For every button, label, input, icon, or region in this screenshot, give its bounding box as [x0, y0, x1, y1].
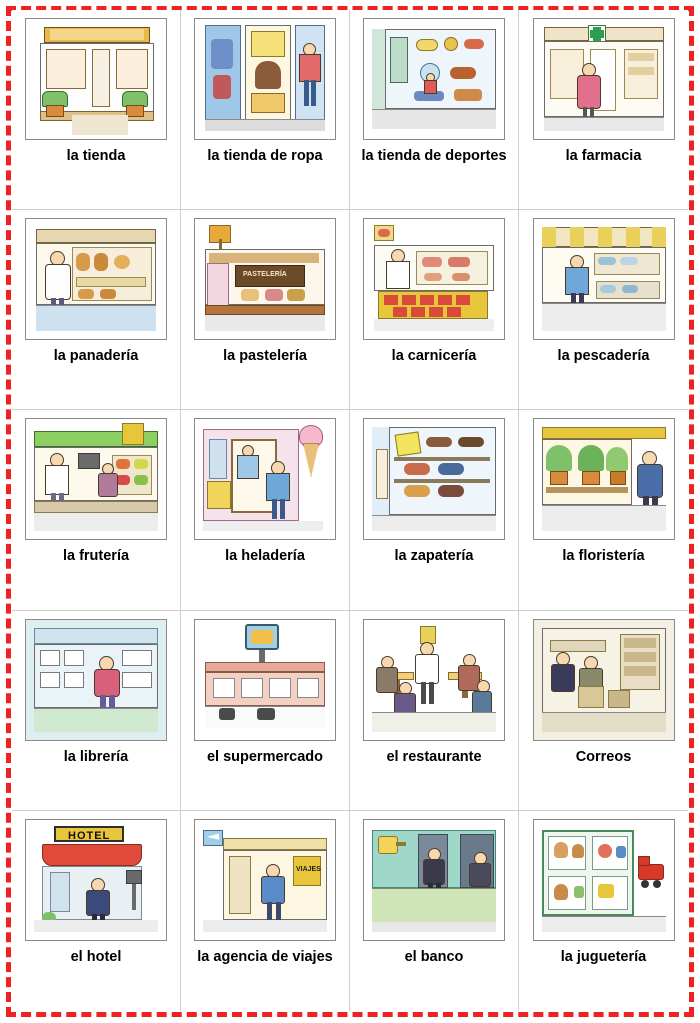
card-label: la heladería [225, 548, 305, 565]
illustration-la-floristeria [533, 418, 675, 540]
hotel-sign-text: HOTEL [68, 829, 111, 842]
vocab-card[interactable] [12, 811, 181, 1011]
vocab-card[interactable] [350, 410, 519, 610]
card-label: la tienda de deportes [361, 148, 507, 164]
vocabulary-card-grid [12, 10, 688, 1011]
illustration-la-zapateria [363, 418, 505, 540]
vocab-card[interactable] [181, 811, 350, 1011]
illustration-la-pescaderia [533, 218, 675, 340]
illustration-el-supermercado [194, 619, 336, 741]
card-label: Correos [575, 748, 632, 765]
vocab-card[interactable] [12, 611, 181, 811]
illustration-la-farmacia [533, 18, 675, 140]
vocab-card[interactable] [519, 10, 688, 210]
illustration-la-tienda-de-deportes [363, 18, 505, 140]
card-label: la floristería [562, 548, 645, 565]
travel-agency-sign-text: VIAJES [296, 865, 321, 873]
illustration-el-restaurante [363, 619, 505, 741]
illustration-la-tienda [25, 18, 167, 140]
vocab-card[interactable] [181, 611, 350, 811]
illustration-la-agencia-de-viajes [194, 819, 336, 941]
vocab-card[interactable] [519, 811, 688, 1011]
card-label: la carnicería [391, 348, 477, 365]
vocab-card[interactable] [12, 210, 181, 410]
illustration-la-jugueteria [533, 819, 675, 941]
illustration-la-carniceria [363, 218, 505, 340]
vocab-card[interactable] [181, 10, 350, 210]
vocab-card[interactable] [519, 410, 688, 610]
illustration-la-tienda-de-ropa [194, 18, 336, 140]
illustration-la-fruteria [25, 418, 167, 540]
vocab-card[interactable] [181, 210, 350, 410]
illustration-el-banco [363, 819, 505, 941]
illustration-la-pasteleria: PASTELERÍA [194, 218, 336, 340]
illustration-la-panaderia [25, 218, 167, 340]
vocab-card[interactable] [350, 10, 519, 210]
vocab-card[interactable] [519, 611, 688, 811]
vocab-card[interactable] [181, 410, 350, 610]
card-label: el supermercado [206, 748, 324, 765]
vocab-card[interactable] [350, 811, 519, 1011]
vocab-card[interactable] [350, 210, 519, 410]
card-label: la panadería [53, 348, 139, 365]
card-label: la juguetería [560, 948, 647, 965]
card-label: el hotel [70, 948, 122, 965]
card-label: el banco [404, 948, 464, 965]
card-label: la tienda [66, 148, 126, 164]
illustration-la-heladeria [194, 418, 336, 540]
vocab-card[interactable] [12, 410, 181, 610]
card-label: la pastelería [223, 348, 307, 365]
card-label: la zapatería [394, 548, 474, 565]
card-label: la frutería [62, 548, 130, 565]
vocab-card[interactable] [519, 210, 688, 410]
illustration-correos [533, 619, 675, 741]
illustration-el-hotel [25, 819, 167, 941]
card-label: la librería [63, 748, 129, 765]
vocab-card[interactable] [350, 611, 519, 811]
card-label: la pescadería [557, 348, 650, 365]
card-label: la agencia de viajes [197, 948, 333, 965]
card-label: la farmacia [565, 148, 642, 164]
card-label: la tienda de ropa [207, 148, 323, 164]
vocab-card[interactable] [12, 10, 181, 210]
card-label: el restaurante [386, 748, 482, 765]
illustration-la-libreria [25, 619, 167, 741]
